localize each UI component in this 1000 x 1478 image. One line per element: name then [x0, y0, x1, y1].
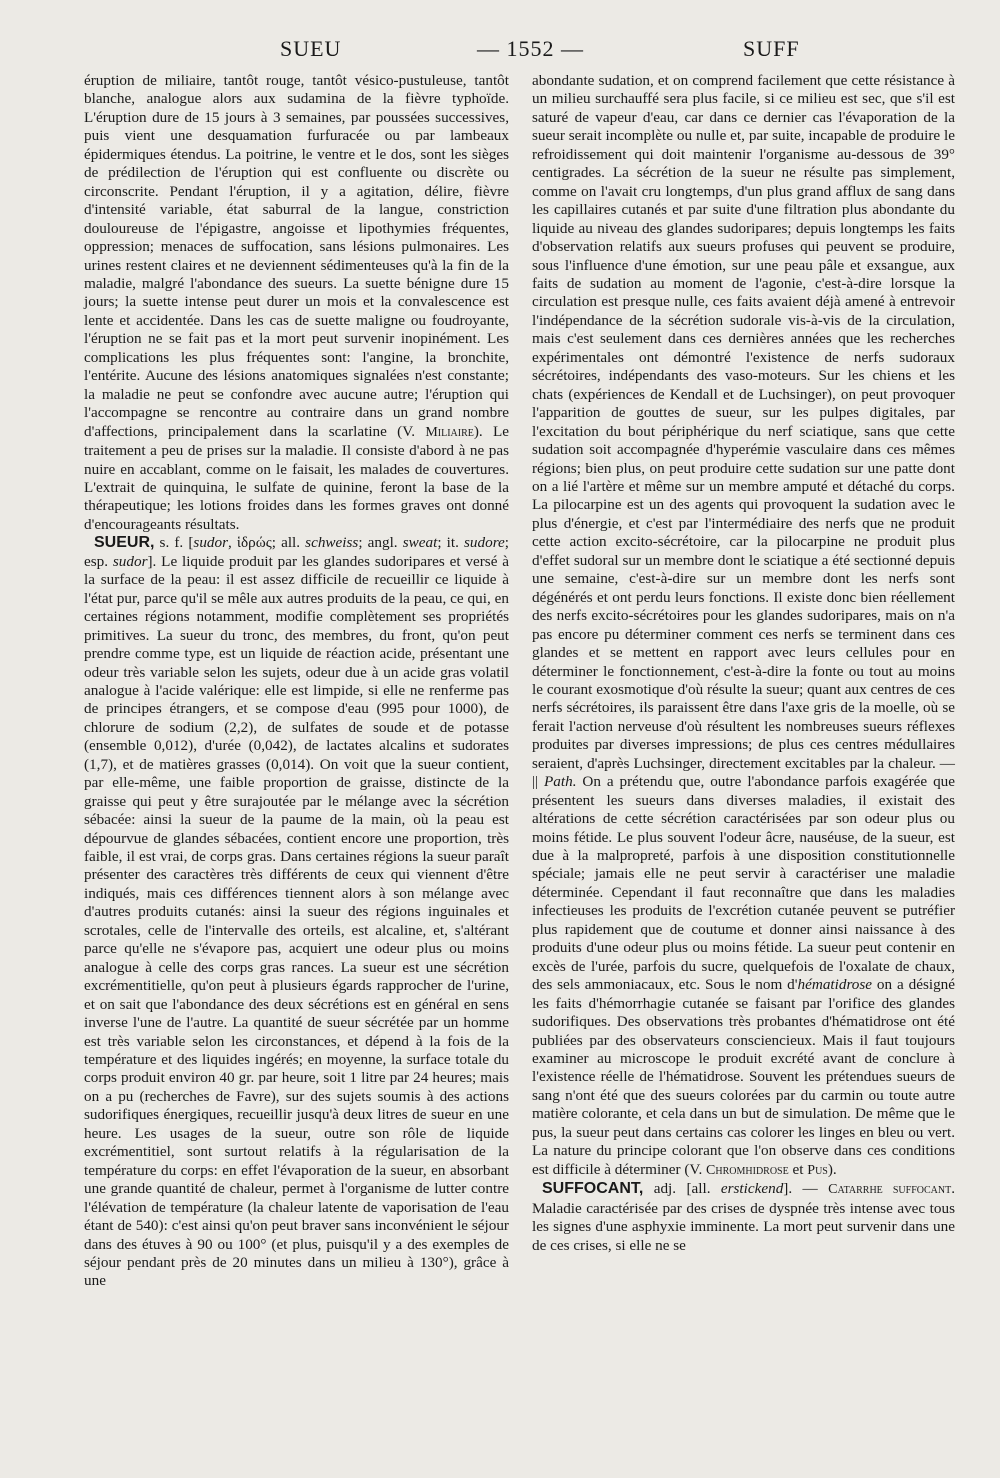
- sueur-definition-text: Le liquide produit par les glandes sudoripares et versé à la surface de la peau: il est assez difficile de recueillir ce liquide à l'état pur, parce qu'il se mêle aux autres produits de la peau, ce qui, en certaines régions notamment, modifie complètement ses propriétés primitives. La sueur du tronc, des membres, du front, qu'on peut prendre comme type, est un liquide de réaction acide, présentant une odeur très variable selon les sujets, odeur due à un acide gras volatil analogue à l'acide valérique: elle est limpide, si elle ne renferme pas de principes étrangers, et se compose d'eau (995 pour 1000), de chlorure de sodium (2,2), de sulfates de soude et de potasse (ensemble 0,012), d'urée (0,042), de lactates alcalins et sudorates (1,7), et de matières grasses (0,014). On voit que la sueur contient, par elle-même, une faible proportion de graisse, distincte de la graisse qui peut y être surajoutée par le mélange avec la sécrétion sébacée: ainsi la sueur de la paume de la main, où la peau est dépourvue de glandes sébacées, contient encore une proportion, très faible, il est vrai, de corps gras. Dans certaines régions la sueur paraît présenter des caractères très différents de ceux qui viennent d'être indiqués, mais ces différences tiennent alors à son mélange avec d'autres produits cutanés: ainsi la sueur des régions inguinales et scrotales, celle de l'intervalle des orteils, est alcaline, et, s'altérant parce qu'elle ne s'évapore pas, acquiert une odeur plus ou moins analogue à celle des corps gras rances. La sueur est une sécrétion excrémentitielle, qu'on peut à plusieurs égards rapprocher de l'urine, et on sait que l'abondance des deux sécrétions est en général en sens inverse l'une de l'autre. La quantité de sueur sécrétée par un homme est très variable selon les circonstances, et dépend à la fois de la température et des liquides ingérés; en moyenne, la surface totale du corps produit environ 40 gr. par heure, soit 1 litre par 24 heures; mais on a pu (recherches de Favre), sur des sujets soumis à des actions sudorifiques énergiques, recueillir jusqu'à deux litres de sueur en une heure. Les usages de la sueur, outre son rôle de liquide excrémentitiel, sont surtout relatifs à la régularisation de la température du corps: en effet l'évaporation de la sueur, en absorbant une grande quantité de chaleur, permet à l'organisme de lutter contre l'élévation de température (la chaleur latente de vaporisation de l'eau étant de 540): c'est ainsi qu'on peut braver sans inconvénient le séjour dans des étuves à 90 ou 100° (et plus, puisqu'il y a des exemples de séjour pendant près de 20 minutes dans un milieu à 130°), grâce à une: [84, 552, 510, 1290]
- sueur-physiology-text: abondante sudation, et on comprend facilement que cette résistance à un milieu surchauffé sera plus facile, si ce milieu est sec, que s'il est saturé de vapeur d'eau, car dans ce dernier cas l'évaporation de la sueur serait incomplète ou nulle et, par suite, incapable de produire le refroidissement qui doit maintenir l'organisme au-dessous de 39° centigrades. La sécrétion de la sueur ne résulte pas simplement, comme on l'avait cru longtemps, d'un plus grand afflux de sang dans les capillaires cutanés et par suite d'une filtration plus abondante du liquide au niveau des glandes sudoripares; depuis longtemps les faits d'observation relatifs aux sueurs profuses qui peuvent se produire, sous l'influence d'une émotion, sur une peau pâle et exsangue, aux faits de sudation au moment de l'agonie, c'est-à-dire lorsque la circulation est presque nulle, ces faits avaient déjà amené à entrevoir l'indépendance de la sécrétion sudorale vis-à-vis de la circulation, mais c'est seulement dans ces dernières années que les recherches expérimentales ont démontré l'existence de nerfs sudoraux sécrétoires, indépendants des vaso-moteurs. Sur les chiens et les chats (expériences de Kendall et de Luchsinger), on peut provoquer l'apparition de gouttes de sueur, sur les pulpes digitales, par l'excitation du bout périphérique du nerf sciatique, sans que cette sudation soit accompagnée d'hyperémie vasculaire dans ces mêmes régions; bien plus, on peut produire cette sudation sur une patte dont on a lié l'artère et même sur un membre amputé et détaché du corps. La pilocarpine est un des agents qui provoquent la sudation avec le plus d'énergie, et c'est par l'intermédiaire des nerfs que ne produit cette action excito-sécrétoire, car la pilocarpine ne produit plus d'effet sudoral sur un membre dont le sciatique a été sectionné depuis une semaine, c'est-à-dire sur un membre dont les nerfs sont dégénérés et ont perdu leurs fonctions. Il existe donc bien réellement des nerfs excito-sécrétoires pour les glandes sudoripares, mais on n'a pas encore pu déterminer comment ces nerfs se terminent dans ces glandes et se mettent en rapport avec leurs cellules pour en déterminer le fonctionnement, c'est-à-dire la fonte ou tout au moins le courant exosmotique d'où résulte la sueur; quant aux centres de ces nerfs sécrétoires, ils paraissent être dans l'axe gris de la moelle, où se ferait l'action nerveuse d'où résultent les nombreuses sueurs réflexes produites par diverses impressions; de plus ces centres médullaires seraient, d'après Luchsinger, directement excitables par la chaleur. — ||: [532, 72, 955, 791]
- page-number: — 1552 —: [477, 36, 584, 61]
- translation-spanish: sudor: [112, 552, 148, 570]
- right-column: [532, 72, 955, 1255]
- hematidrose-text: on a désigné les faits d'hémorrhagie cutanée se faisant par l'orifice des glandes sudorifiques. Des observations très probantes d'hématidrose ont été publiées par des observateurs consciencieux. Mais il faut toujours examiner au microscope le produit excrété avant de conclure à l'existence réelle de l'hématidrose. Souvent les prétendues sueurs de sang n'ont été que des sueurs colorées par du carmin ou toute autre matière colorante, et cela dans un but de simulation. De même que le pus, la sueur peut dans certains cas colorer les linges en bleu ou vert. La nature du principe colorant que l'on observe dans ces conditions est difficile à déterminer (V.: [532, 976, 956, 1178]
- bracket-close: ]. —: [783, 1180, 829, 1198]
- page-header: [75, 36, 935, 66]
- sueur-entry-continuation: [532, 72, 955, 1180]
- label-spanish: ; esp.: [84, 534, 510, 570]
- suette-text-end: ). Le traitement a peu de prises sur la maladie. Il consiste d'abord à ne pas nuire en accablant, comme on le faisait, les malades de couvertures. L'extrait de quinquina, le sulfate de quinine, feront la base de la thérapeutique; les lotions froides dans les formes graves ont donné d'encourageants résultats.: [84, 422, 510, 533]
- translation-german: schweiss: [305, 534, 359, 552]
- header-left-guideword: SUEU: [280, 36, 342, 61]
- suffocant-definition-text: . Maladie caractérisée par des crises de dyspnée très intense avec tous les signes d'une asphyxie imminente. La mort peut survenir dans une de ces crises, si elle ne se: [532, 1180, 956, 1254]
- header-right-guideword: SUFF: [743, 36, 800, 61]
- translation-italian: sudore: [464, 534, 505, 552]
- ref-close: ).: [827, 1160, 837, 1178]
- translation-english: sweat: [402, 534, 438, 552]
- etymology-latin: sudor: [193, 534, 229, 552]
- suffocant-entry: [532, 1180, 955, 1255]
- cross-reference-miliaire: Miliaire: [425, 424, 474, 440]
- suette-text: éruption de miliaire, tantôt rouge, tantôt vésico-pustuleuse, tantôt blanche, analogue alors aux sudamina de la fièvre typhoïde. L'éruption dure de 15 jours à 3 semaines, par poussées successives, puis vient une desquamation furfuracée ou par lambeaux épidermiques étendus. La poitrine, le ventre et le dos, sont les sièges de prédilection de l'éruption qui est confluente ou discrète ou circonscrite. Pendant l'éruption, il y a agitation, délire, fièvre d'intensité variable, état saburral de la langue, constriction douloureuse de l'épigastre, angoisse et lipothymies fréquentes, oppression; menaces de suffocation, sans lésions pulmonaires. Les urines restent claires et ne deviennent sédimenteuses qu'à la fin de la maladie, malgré l'abondance des sueurs. La suette bénigne dure 15 jours; la suette intense peut durer un mois et la convalescence est lente et accidentée. Dans les cas de suette maligne ou foudroyante, l'éruption ne se fait pas et la mort peut survenir inopinément. Les complications les plus fréquentes sont: l'angine, la bronchite, l'entérite. Aucune des lésions anatomiques signalées n'est constante; la maladie ne peut se confondre avec aucune autre; l'éruption qui l'accompagne se rencontre au contraire dans un grand nombre d'affections, principalement dans la scarlatine (V.: [84, 72, 509, 440]
- entry-grammar: adj. [all.: [643, 1180, 721, 1198]
- translation-german: erstickend: [720, 1180, 784, 1198]
- sueur-pathology-text: On a prétendu que, outre l'abondance parfois exagérée que présentent les sueurs dans diverses maladies, il existait des altérations de cette sécrétion caractérisées par son odeur plus ou moins fétide. Le plus souvent l'odeur âcre, nauséuse, de la sueur, est due à la malpropreté, parfois à une disposition constitutionnelle spéciale; jamais elle ne peut servir à caractériser une maladie déterminée. Cependant il faut reconnaître que dans les maladies infectieuses les produits de l'excrétion cutanée peuvent se putréfier plus rapidement que de coutume et donner ainsi naissance à des produits d'une odeur plus ou moins fétide. La sueur peut contenir en excès de l'urée, parfois du sucre, quelquefois de l'oxalate de chaux, des sels ammoniacaux, etc. Sous le nom d': [532, 773, 956, 994]
- bracket-close: ].: [147, 552, 157, 570]
- sueur-entry: [84, 534, 509, 1291]
- term-hematidrose: hématidrose: [797, 976, 873, 994]
- cross-reference-chromhidrose: Chromhidrose: [706, 1162, 789, 1178]
- pathology-label: Path.: [538, 773, 577, 791]
- cross-reference-pus: Pus: [807, 1162, 828, 1178]
- entry-headword-sueur: SUEUR,: [94, 534, 155, 552]
- ref-conjunction: et: [788, 1160, 808, 1178]
- entry-headword-suffocant: SUFFOCANT,: [542, 1180, 644, 1198]
- label-italian: ; it.: [437, 534, 464, 552]
- label-english: ; angl.: [358, 534, 403, 552]
- entry-grammar: s. f. [: [154, 534, 194, 552]
- etymology-greek: , ἱδρώς; all.: [228, 534, 306, 552]
- suette-entry-continuation: [84, 72, 509, 534]
- subentry-catarrhe-suffocant: Catarrhe suffocant: [828, 1182, 952, 1198]
- left-column: [84, 72, 509, 1291]
